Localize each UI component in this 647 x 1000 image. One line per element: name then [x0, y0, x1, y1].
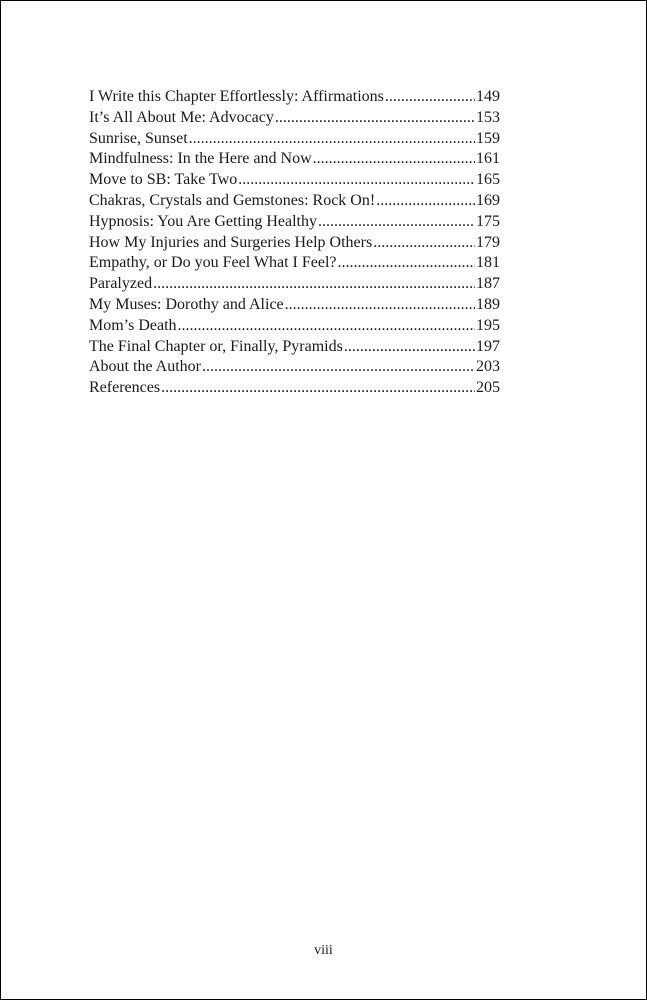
toc-entry-page: 161 — [476, 150, 500, 168]
toc-entry-page: 195 — [476, 316, 500, 334]
toc-entry-title: About the Author — [89, 358, 201, 376]
toc-entry — [89, 316, 500, 337]
dot-leader — [275, 108, 475, 129]
toc-entry-title: Paralyzed — [89, 275, 153, 293]
dot-leader — [344, 337, 475, 358]
toc-entry-title: Mom’s Death — [89, 316, 177, 334]
toc-entry-page: 197 — [476, 337, 500, 355]
toc-entry-title: I Write this Chapter Effortlessly: Affirmations — [89, 88, 384, 105]
toc-entry-title: Hypnosis: You Are Getting Healthy — [89, 212, 317, 230]
toc-entry — [89, 108, 500, 129]
toc-entry — [89, 274, 500, 295]
toc-entry-title: It’s All About Me: Advocacy — [89, 108, 274, 126]
toc-entry-page: 205 — [476, 379, 500, 397]
toc-entry — [89, 170, 500, 191]
toc-entry-title: Mindfulness: In the Here and Now — [89, 150, 312, 168]
dot-leader — [318, 212, 475, 233]
toc-entry-page: 181 — [476, 254, 500, 272]
dot-leader — [285, 295, 475, 316]
toc-entry-page: 203 — [476, 358, 500, 376]
dot-leader — [385, 87, 475, 108]
dot-leader — [338, 253, 476, 274]
toc-entry-title: References — [89, 379, 161, 397]
toc-entry-page: 189 — [476, 295, 500, 313]
toc-entry-page: 169 — [476, 191, 500, 209]
toc-entry-title: Move to SB: Take Two — [89, 171, 238, 189]
dot-leader — [238, 170, 475, 191]
table-of-contents — [89, 87, 500, 399]
toc-entry-title: My Muses: Dorothy and Alice — [89, 295, 284, 313]
toc-entry — [89, 191, 500, 212]
toc-entry-title: Empathy, or Do you Feel What I Feel? — [89, 254, 337, 272]
toc-entry — [89, 337, 500, 358]
dot-leader — [178, 316, 475, 337]
toc-entry — [89, 87, 500, 108]
toc-entry-title: The Final Chapter or, Finally, Pyramids — [89, 337, 343, 355]
toc-entry — [89, 357, 500, 378]
toc-entry — [89, 212, 500, 233]
dot-leader — [189, 129, 475, 150]
toc-entry-page: 165 — [476, 171, 500, 189]
toc-entry — [89, 233, 500, 254]
toc-entry — [89, 253, 500, 274]
dot-leader — [373, 233, 475, 254]
page-number: viii — [314, 943, 333, 958]
dot-leader — [202, 357, 475, 378]
toc-entry-title: Sunrise, Sunset — [89, 129, 188, 147]
toc-entry-title: Chakras, Crystals and Gemstones: Rock On! — [89, 191, 376, 209]
toc-entry-page: 149 — [476, 88, 500, 105]
toc-entry-page: 159 — [476, 129, 500, 147]
toc-entry — [89, 295, 500, 316]
toc-entry-page: 175 — [476, 212, 500, 230]
dot-leader — [153, 274, 475, 295]
dot-leader — [313, 149, 475, 170]
dot-leader — [161, 378, 475, 399]
toc-entry — [89, 149, 500, 170]
toc-entry-title: How My Injuries and Surgeries Help Others — [89, 233, 373, 251]
toc-entry-page: 187 — [476, 275, 500, 293]
toc-entry — [89, 129, 500, 150]
toc-entry — [89, 378, 500, 399]
dot-leader — [376, 191, 475, 212]
toc-entry-page: 153 — [476, 108, 500, 126]
toc-entry-page: 179 — [476, 233, 500, 251]
